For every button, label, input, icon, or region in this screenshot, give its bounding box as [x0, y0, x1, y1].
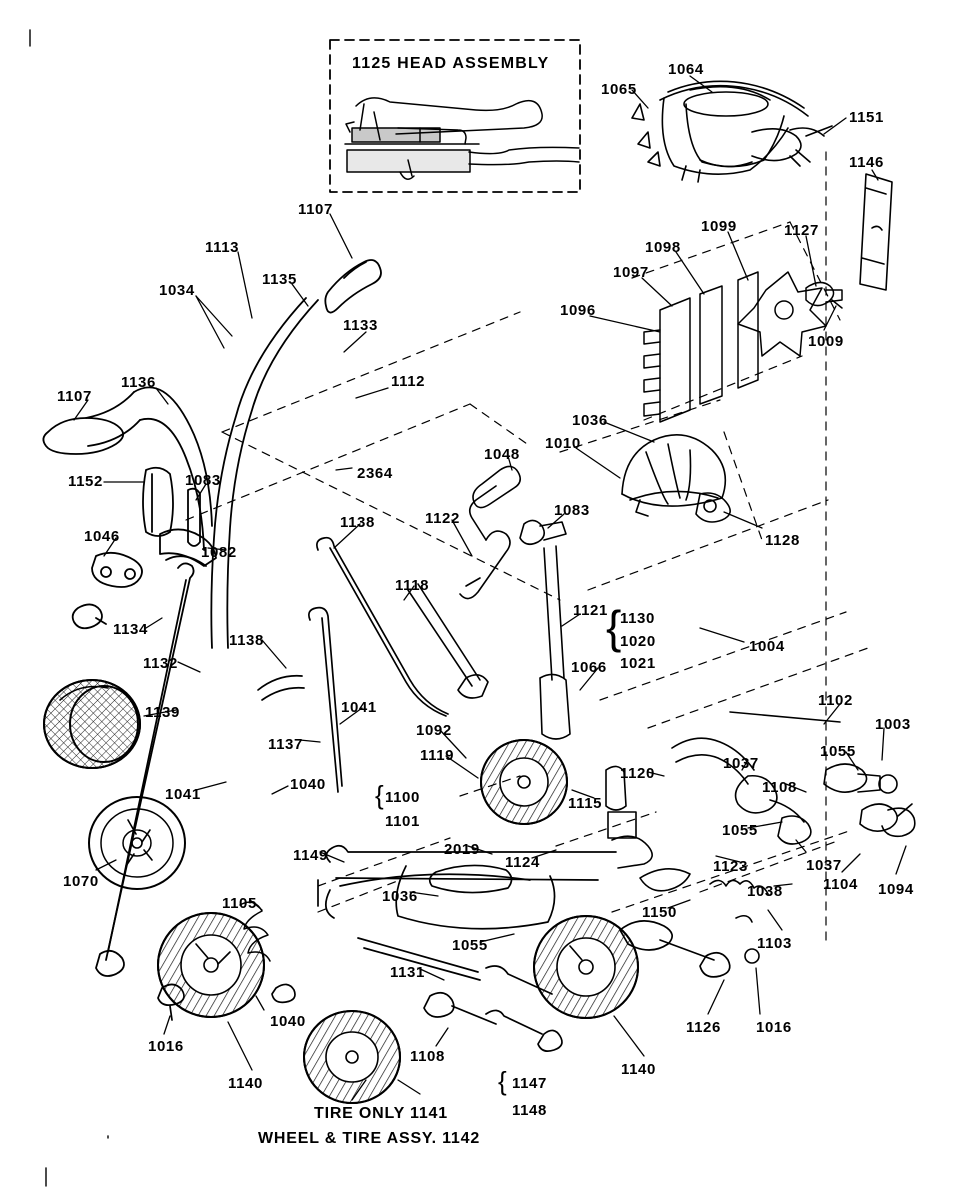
callout-1066: 1066 [571, 659, 607, 676]
callout-1120: 1120 [620, 765, 655, 782]
callout-1108: 1108 [762, 779, 797, 796]
callout-1082: 1082 [201, 544, 237, 561]
callout-1100: 1100 [385, 789, 420, 806]
callout-1083: 1083 [185, 472, 221, 489]
callout-1041: 1041 [341, 699, 377, 716]
callout-1119: 1119 [420, 747, 455, 764]
callout-1132: 1132 [143, 655, 178, 672]
callout-1036: 1036 [572, 412, 608, 429]
callout-1148: 1148 [512, 1102, 547, 1119]
callout-1016: 1016 [756, 1019, 792, 1036]
callout-1099: 1099 [701, 218, 737, 235]
callout-1064: 1064 [668, 61, 704, 78]
callout-1036: 1036 [382, 888, 418, 905]
callout-1138: 1138 [229, 632, 264, 649]
callout-1152: 1152 [68, 473, 103, 490]
callout-1101: 1101 [385, 813, 420, 830]
callout-1094: 1094 [878, 881, 914, 898]
brace-1147-1148: { [498, 1066, 507, 1096]
callout-1112: 1112 [391, 373, 426, 390]
callout-1102: 1102 [818, 692, 853, 709]
callout-1004: 1004 [749, 638, 785, 655]
callout-1037: 1037 [723, 755, 759, 772]
callout-1098: 1098 [645, 239, 681, 256]
callout-1131: 1131 [390, 964, 425, 981]
callout-1121: 1121 [573, 602, 608, 619]
callout-1041: 1041 [165, 786, 201, 803]
callout-1115: 1115 [568, 795, 603, 812]
callout-1055: 1055 [452, 937, 488, 954]
callout-1010: 1010 [545, 435, 581, 452]
callout-1135: 1135 [262, 271, 297, 288]
callout-1122: 1122 [425, 510, 460, 527]
callout-1103: 1103 [757, 935, 792, 952]
callout-1138: 1138 [340, 514, 375, 531]
callout-1105: 1105 [222, 895, 257, 912]
callout-1037: 1037 [806, 857, 842, 874]
callout-1123: 1123 [713, 858, 748, 875]
callout-1046: 1046 [84, 528, 120, 545]
callout-1151: 1151 [849, 109, 884, 126]
brace-1100-1101: { [375, 780, 384, 810]
callout-1136: 1136 [121, 374, 156, 391]
callout-1137: 1137 [268, 736, 303, 753]
callout-1150: 1150 [642, 904, 677, 921]
callout-1040: 1040 [290, 776, 326, 793]
callout-1040: 1040 [270, 1013, 306, 1030]
callout-1127: 1127 [784, 222, 819, 239]
callout-1092: 1092 [416, 722, 452, 739]
callout-1097: 1097 [613, 264, 649, 281]
callout-1134: 1134 [113, 621, 148, 638]
callout-1147: 1147 [512, 1075, 547, 1092]
callout-1133: 1133 [343, 317, 378, 334]
callout-1038: 1038 [747, 883, 783, 900]
callout-1048: 1048 [484, 446, 520, 463]
callout-1113: 1113 [205, 239, 240, 256]
label-wheel-tire-assy: WHEEL & TIRE ASSY. 1142 [258, 1130, 481, 1147]
brace-1130-1021: { [606, 601, 622, 653]
callout-1070: 1070 [63, 873, 99, 890]
callout-1130: 1130 [620, 610, 655, 627]
callout-1107: 1107 [298, 201, 333, 218]
callout-1003: 1003 [875, 716, 911, 733]
callout-1021: 1021 [620, 655, 656, 672]
callout-2364: 2364 [357, 465, 393, 482]
callout-1118: 1118 [395, 577, 430, 594]
callout-1140: 1140 [228, 1075, 263, 1092]
callout-1009: 1009 [808, 333, 844, 350]
callout-1140: 1140 [621, 1061, 656, 1078]
callout-2019: 2019 [444, 841, 480, 858]
callout-1128: 1128 [765, 532, 800, 549]
callout-1126: 1126 [686, 1019, 721, 1036]
callout-1124: 1124 [505, 854, 540, 871]
callout-1065: 1065 [601, 81, 637, 98]
callout-1096: 1096 [560, 302, 596, 319]
callout-1020: 1020 [620, 633, 656, 650]
callout-1107: 1107 [57, 388, 92, 405]
callout-1108: 1108 [410, 1048, 445, 1065]
callout-1146: 1146 [849, 154, 884, 171]
callout-1083: 1083 [554, 502, 590, 519]
inset-title: 1125 HEAD ASSEMBLY [352, 55, 550, 72]
callout-1139: 1139 [145, 704, 180, 721]
callout-1149: 1149 [293, 847, 328, 864]
callout-1104: 1104 [823, 876, 858, 893]
callout-1016: 1016 [148, 1038, 184, 1055]
callout-1055: 1055 [722, 822, 758, 839]
callout-1034: 1034 [159, 282, 195, 299]
label-tire-only: TIRE ONLY 1141 [314, 1105, 448, 1122]
callout-1055: 1055 [820, 743, 856, 760]
